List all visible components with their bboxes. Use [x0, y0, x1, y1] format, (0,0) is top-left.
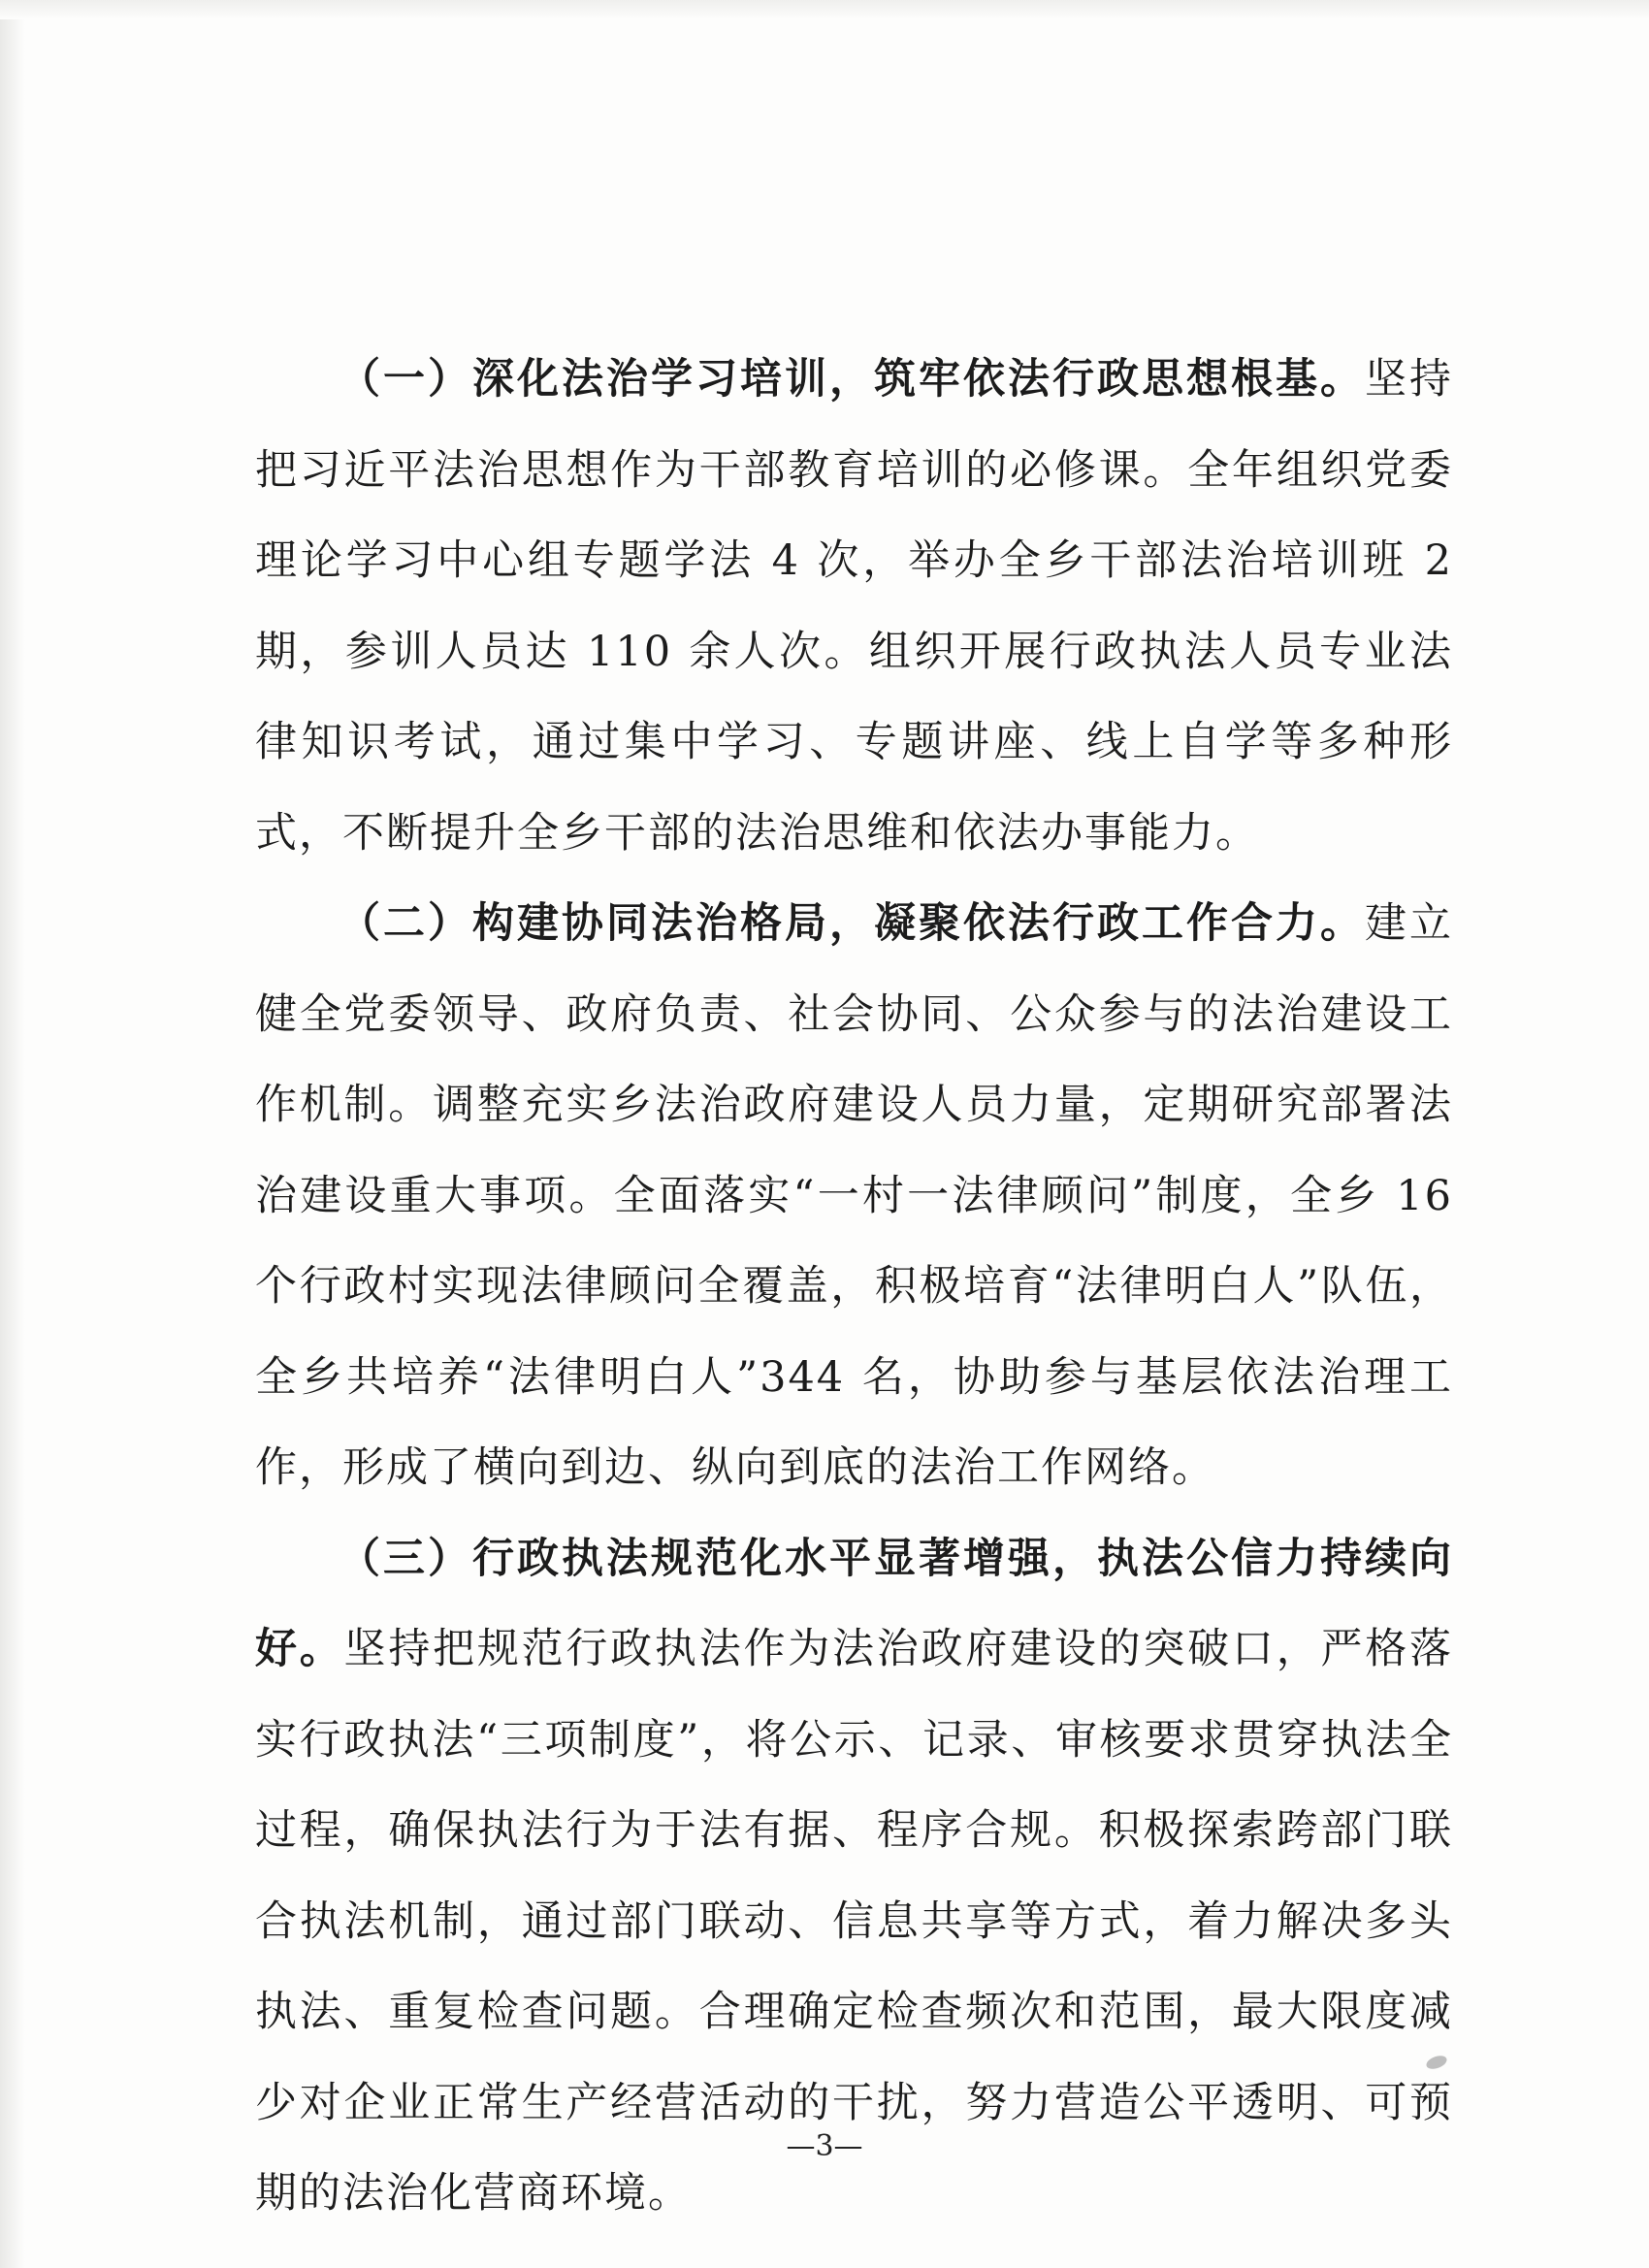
paragraph-1 [255, 335, 1453, 879]
page-number: —3— [786, 2129, 863, 2163]
scan-shadow-top [0, 0, 1649, 19]
paragraph-3-body: 坚持把规范行政执法作为法治政府建设的突破口，严格落实行政执法“三项制度”，将公示、记录、审核要求贯穿执法全过程，确保执法行为于法有据、程序合规。积极探索跨部门联合执法机制，通过部门联动、信息共享等方式，着力解决多头执法、重复检查问题。合理确定检查频次和范围，最大限度减少对企业正常生产经营活动的干扰，努力营造公平透明、可预期的法治化营商环境。 [255, 1625, 1454, 2218]
scan-shadow-left [0, 0, 25, 2268]
paragraph-2 [255, 879, 1453, 1514]
paragraph-2-heading: （二）构建协同法治格局，凝聚依法行政工作合力。 [339, 899, 1365, 948]
paragraph-1-heading: （一）深化法治学习培训，筑牢依法行政思想根基。 [339, 355, 1365, 404]
paragraph-3-heading: （三）行政执法规范化水平显著增强，执法公信力持续向好。 [255, 1534, 1453, 1673]
document-body [255, 335, 1453, 2240]
paragraph-2-body: 建立健全党委领导、政府负责、社会协同、公众参与的法治建设工作机制。调整充实乡法治政府建设人员力量，定期研究部署法治建设重大事项。全面落实“一村一法律顾问”制度，全乡 16 个行政村实现法律顾问全覆盖，积极培育“法律明白人”队伍，全乡共培养“法律明白人”344 名，协助参与基层依法治理工作，形成了横向到边、纵向到底的法治工作网络。 [255, 899, 1453, 1492]
paragraph-1-body: 坚持把习近平法治思想作为干部教育培训的必修课。全年组织党委理论学习中心组专题学法 4 次，举办全乡干部法治培训班 2 期，参训人员达 110 余人次。组织开展行政执法人员专业法律知识考试，通过集中学习、专题讲座、线上自学等多种形式，不断提升全乡干部的法治思维和依法办事能力。 [255, 355, 1453, 858]
